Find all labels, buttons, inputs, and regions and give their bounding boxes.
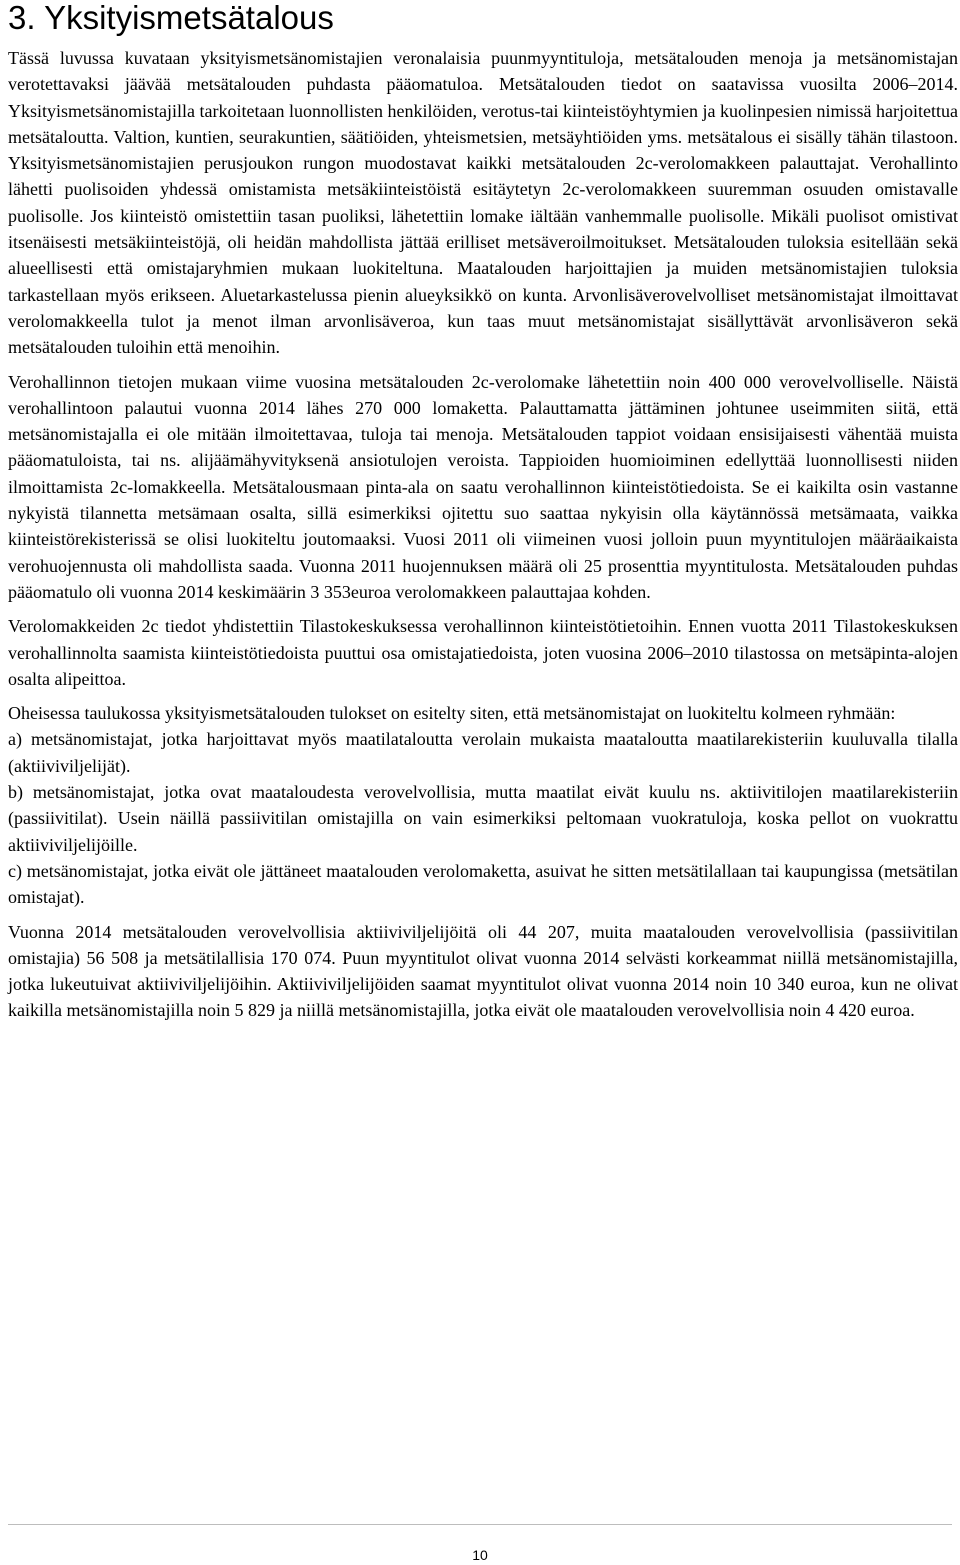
paragraph-2014-results: Vuonna 2014 metsätalouden verovelvollisia aktiiviviljelijöitä oli 44 207, muita maatalouden verovelvollisia (passiivitilan omistajia) 56 508 ja metsätilallisia 170 074. Puun myyntitulot olivat vuonna 2014 selvästi korkeammat niillä metsänomistajilla, jotka lukeutuivat aktiiviviljelijöihin. Aktiiviviljelijöiden saamat myyntitulot olivat vuonna 2014 noin 10 340 euroa, kun ne olivat kaikilla metsänomistajilla noin 5 829 ja niillä metsänomistajilla, jotka eivät ole maatalouden verovelvollisia noin 4 420 euroa. (8, 921, 958, 1021)
body-text (8, 45, 958, 1032)
list-item-group-a: a) metsänomistajat, jotka harjoittavat myös maatilataloutta verolain mukaista maataloutta maatilarekisteriin kuuluvalla tilalla (aktiiviviljelijät). (8, 729, 958, 776)
page-number: 10 (472, 1547, 488, 1563)
footer-divider (8, 1524, 952, 1525)
paragraph-data-sources: Verolomakkeiden 2c tiedot yhdistettiin Tilastokeskuksessa verohallinnon kiinteistötietoihin. Ennen vuotta 2011 Tilastokeskuksen verohallinnolta saamista kiinteistötiedoista puuttui osa omistajatiedoista, joten vuosina 2006–2010 tilastossa on metsäpinta-alojen osalta alipeittoa. (8, 616, 958, 689)
paragraph-tax-forms: Verohallinnon tietojen mukaan viime vuosina metsätalouden 2c-verolomake lähetettiin noin 400 000 verovelvolliselle. Näistä verohallintoon palautui vuonna 2014 lähes 270 000 lomaketta. Palauttamatta jättäminen johtunee useimmiten siitä, että metsänomistajalla ei ole mitään ilmoitettavaa, tuloja tai menoja. Metsätalouden tappiot voidaan ensisijaisesti vähentää muista pääomatuloista, tai ns. alijäämähyvityksenä ansiotulojen veroista. Tappioiden huomioiminen edellyttää luonnollisesti niiden ilmoittamista 2c-lomakkeella. Metsätalousmaan pinta-ala on saatu verohallinnon kiinteistötiedoista. Se ei kaikilta osin vastanne nykyistä tilannetta metsämaan osalta, sillä esimerkiksi ojitettu suo saattaa nykyisin olla käytännössä metsämaata, vaikka kiinteistörekisterissä se olisi luokiteltu joutomaaksi. Vuosi 2011 oli viimeinen vuosi jolloin puun myyntitulojen määräaikaista verohuojennusta oli mahdollista saada. Vuonna 2011 huojennuksen määrä oli 25 prosenttia myyntitulosta. Metsätalouden puhdas pääomatulo oli vuonna 2014 keskimäärin 3 353euroa verolomakkeen palauttajaa kohden. (8, 371, 958, 602)
list-item-group-c: c) metsänomistajat, jotka eivät ole jättäneet maatalouden verolomaketta, asuivat he sitten metsätilallaan tai kaupungissa (metsätilan omistajat). (8, 860, 958, 908)
section-heading: 3. Yksityismetsätalous (8, 0, 334, 36)
paragraph-groups-intro: Oheisessa taulukossa yksityismetsätalouden tulokset on esitelty siten, että metsänomistajat on luokiteltu kolmeen ryhmään: (8, 703, 896, 724)
paragraph-intro: Tässä luvussa kuvataan yksityismetsänomistajien veronalaisia puunmyyntituloja, metsätalouden menoja ja metsänomistajan verotettavaksi jäävää metsätalouden puhdasta pääomatuloa. Metsätalouden tiedot on saatavissa vuosilta 2006–2014. Yksityismetsänomistajilla tarkoitetaan luonnollisten henkilöiden, verotus-tai kiinteistöyhtymien ja kuolinpesien nimissä harjoitettua metsätaloutta. Valtion, kuntien, seurakuntien, säätiöiden, yhteismetsien, metsäyhtiöiden yms. metsätalous ei sisälly tähän tilastoon. Yksityismetsänomistajien perusjoukon rungon muodostavat kaikki metsätalouden 2c-verolomakkeen palauttajat. Verohallinto lähetti puolisoiden yhdessä omistamista metsäkiinteistöistä esitäytetyn 2c-verolomakkeen suuremman osuuden omistavalle puolisolle. Jos kiinteistö omistettiin tasan puoliksi, lähetettiin lomake iältään vanhemmalle puolisolle. Mikäli puolisot omistivat itsenäisesti metsäkiinteistöjä, oli heidän mahdollista jättää erilliset metsäveroilmoitukset. Metsätalouden tuloksia esitellään sekä alueellisesti että omistajaryhmien mukaan luokiteltuna. Maatalouden harjoittajien ja muiden metsänomistajien tuloksia tarkastellaan myös erikseen. Aluetarkastelussa pienin alueyksikkö on kunta. Arvonlisäverovelvolliset metsänomistajat ilmoittavat verolomakkeella tulot ja menot ilman arvonlisäveroa, kun taas muut metsänomistajat sisällyttävät arvonlisäveron sekä metsätalouden tuloihin että menoihin. (8, 48, 958, 358)
list-item-group-b: b) metsänomistajat, jotka ovat maataloudesta verovelvollisia, mutta maatilat eivät kuulu ns. aktiivitilojen maatilarekisteriin (passiivitilat). Usein näillä passiivitilan omistajilla on vain esimerkiksi peltomaan vuokratuloja, koska pellot on vuokrattu aktiiviviljelijöille. (8, 782, 958, 855)
